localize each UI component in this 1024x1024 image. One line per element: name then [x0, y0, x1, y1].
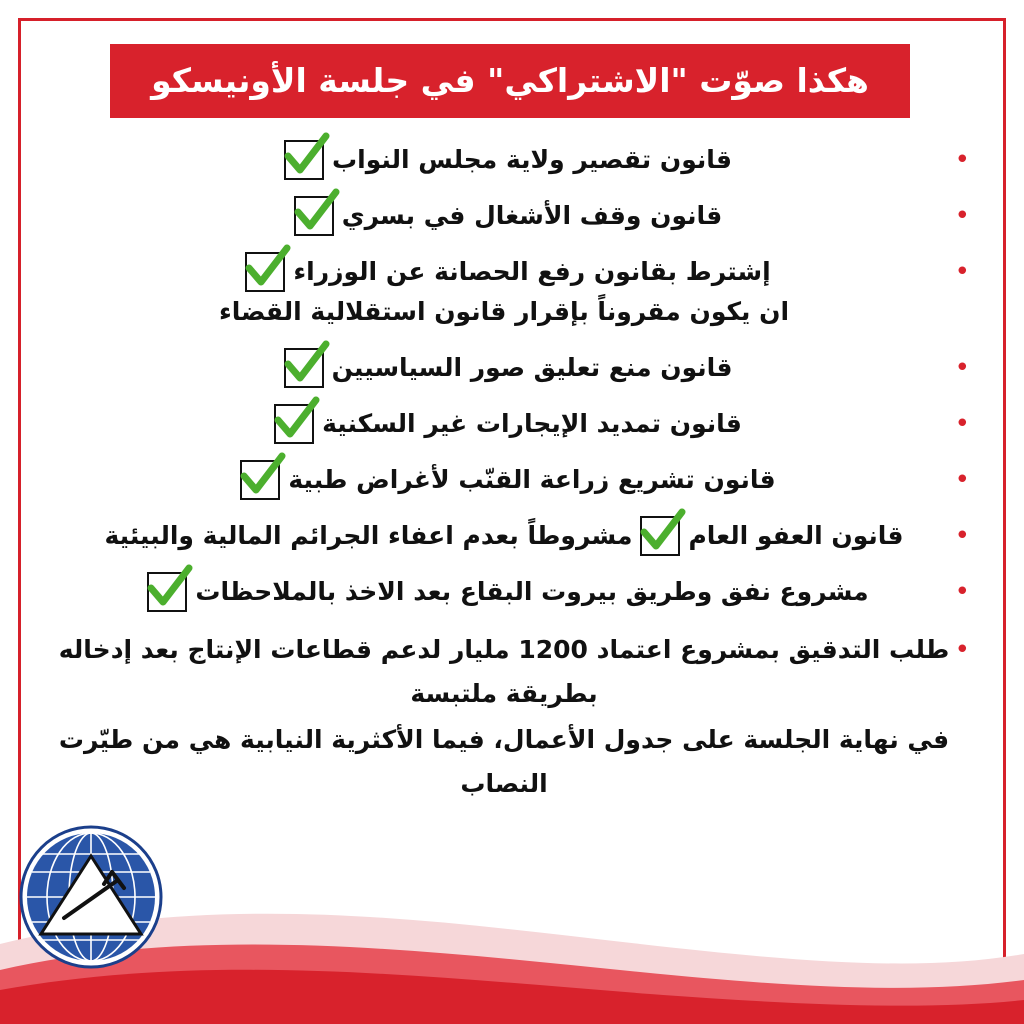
- list-item: [54, 628, 970, 716]
- list-item: [54, 572, 970, 612]
- list-item-text: في نهاية الجلسة على جدول الأعمال، فيما الأكثرية النيابية هي من طيّرت النصاب: [58, 725, 950, 798]
- bullet-icon: •: [954, 257, 970, 287]
- bullet-icon: •: [954, 353, 970, 383]
- check-icon: [268, 392, 324, 448]
- bullet-icon: •: [954, 409, 970, 439]
- bullet-icon: •: [954, 635, 970, 665]
- logo-svg: [16, 822, 166, 972]
- list-item-text: قانون تمديد الإيجارات غير السكنية: [322, 409, 742, 438]
- checkbox-checked[interactable]: [284, 140, 324, 180]
- check-icon: [141, 560, 197, 616]
- check-icon: [634, 504, 690, 560]
- list-item-text-suffix: ان يكون مقروناً بإقرار قانون استقلالية القضاء: [218, 297, 790, 326]
- list-item: [54, 252, 970, 332]
- list-item-continuation: [54, 718, 970, 806]
- check-icon: [239, 240, 295, 296]
- page-title: هكذا صوّت "الاشتراكي" في جلسة الأونيسكو: [151, 61, 869, 101]
- checkbox-checked[interactable]: [274, 404, 314, 444]
- list-item-text: مشروع نفق وطريق بيروت البقاع بعد الاخذ بالملاحظات: [195, 577, 869, 606]
- bullet-icon: •: [954, 465, 970, 495]
- checkbox-checked[interactable]: [284, 348, 324, 388]
- list-item-text: قانون تقصير ولاية مجلس النواب: [332, 145, 733, 174]
- list-item: [54, 140, 970, 180]
- bullet-icon: •: [954, 201, 970, 231]
- list-item: [54, 196, 970, 236]
- checkbox-checked[interactable]: [245, 252, 285, 292]
- check-icon: [278, 128, 334, 184]
- check-icon: [278, 336, 334, 392]
- checkbox-checked[interactable]: [240, 460, 280, 500]
- bullet-icon: •: [954, 145, 970, 175]
- title-banner: [110, 44, 910, 118]
- list-item-text: إشترط بقانون رفع الحصانة عن الوزراء: [293, 257, 771, 286]
- list-item-text-suffix: مشروطاً بعدم اعفاء الجرائم المالية والبيئية: [104, 521, 633, 550]
- list-item: [54, 348, 970, 388]
- checkbox-checked[interactable]: [640, 516, 680, 556]
- check-icon: [234, 448, 290, 504]
- check-icon: [288, 184, 344, 240]
- list-item: [54, 404, 970, 444]
- bullet-spacer: [956, 718, 970, 762]
- bullet-icon: •: [954, 521, 970, 551]
- list-item-text: طلب التدقيق بمشروع اعتماد 1200 مليار لدعم قطاعات الإنتاج بعد إدخاله بطريقة ملتبسة: [58, 635, 950, 708]
- list-item: [54, 516, 970, 556]
- list-item-text: قانون وقف الأشغال في بسري: [341, 201, 723, 230]
- list-item-text: قانون منع تعليق صور السياسيين: [331, 353, 733, 382]
- checkbox-checked[interactable]: [147, 572, 187, 612]
- voted-items-list: [40, 140, 984, 808]
- checkbox-checked[interactable]: [294, 196, 334, 236]
- bullet-icon: •: [954, 577, 970, 607]
- list-item-text: قانون العفو العام: [688, 521, 904, 550]
- list-item: [54, 460, 970, 500]
- list-item-text: قانون تشريع زراعة القنّب لأغراض طبية: [288, 465, 776, 494]
- psp-globe-logo: [16, 822, 166, 972]
